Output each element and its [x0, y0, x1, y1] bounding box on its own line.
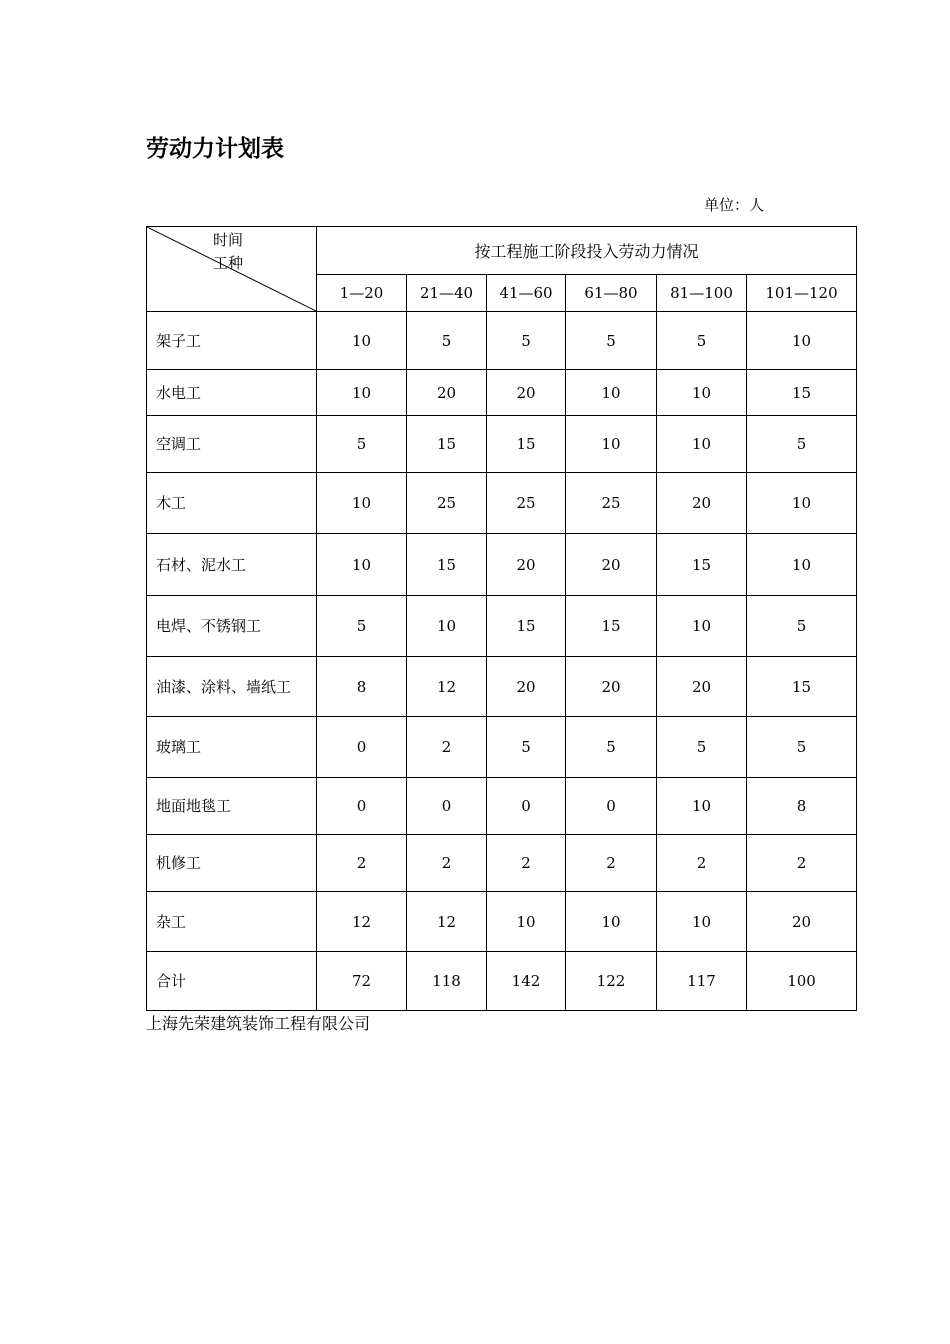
- total-cell: 100: [747, 952, 857, 1011]
- value-cell: 8: [317, 657, 407, 717]
- value-cell: 2: [747, 835, 857, 892]
- value-cell: 20: [566, 657, 657, 717]
- header-row-group: [147, 227, 857, 275]
- value-cell: 10: [747, 473, 857, 534]
- value-cell: 12: [407, 657, 487, 717]
- value-cell: 20: [566, 534, 657, 596]
- value-cell: 12: [317, 892, 407, 952]
- period-header: 21—40: [407, 275, 487, 312]
- period-header: 61—80: [566, 275, 657, 312]
- value-cell: 0: [566, 778, 657, 835]
- value-cell: 5: [657, 717, 747, 778]
- value-cell: 5: [487, 717, 566, 778]
- value-cell: 15: [487, 416, 566, 473]
- value-cell: 10: [657, 416, 747, 473]
- value-cell: 0: [317, 778, 407, 835]
- value-cell: 2: [317, 835, 407, 892]
- table-row: [147, 416, 857, 473]
- value-cell: 5: [317, 596, 407, 657]
- worker-type-cell: 油漆、涂料、墙纸工: [147, 657, 317, 717]
- value-cell: 5: [747, 416, 857, 473]
- value-cell: 5: [657, 312, 747, 370]
- worker-type-cell: 地面地毯工: [147, 778, 317, 835]
- corner-label-worker-type: 工种: [213, 254, 244, 272]
- worker-type-cell: 合计: [147, 952, 317, 1011]
- period-header: 1—20: [317, 275, 407, 312]
- value-cell: 5: [487, 312, 566, 370]
- value-cell: 15: [407, 416, 487, 473]
- worker-type-cell: 机修工: [147, 835, 317, 892]
- value-cell: 25: [566, 473, 657, 534]
- total-cell: 72: [317, 952, 407, 1011]
- table-row: [147, 657, 857, 717]
- worker-type-cell: 杂工: [147, 892, 317, 952]
- value-cell: 25: [407, 473, 487, 534]
- value-cell: 2: [657, 835, 747, 892]
- corner-label-time: 时间: [213, 231, 244, 249]
- period-header: 41—60: [487, 275, 566, 312]
- value-cell: 20: [487, 657, 566, 717]
- table-row: [147, 778, 857, 835]
- value-cell: 25: [487, 473, 566, 534]
- value-cell: 5: [566, 312, 657, 370]
- total-cell: 142: [487, 952, 566, 1011]
- period-header: 81—100: [657, 275, 747, 312]
- company-name: 上海先荣建筑装饰工程有限公司: [146, 1014, 371, 1033]
- value-cell: 15: [747, 657, 857, 717]
- worker-type-cell: 水电工: [147, 370, 317, 416]
- value-cell: 0: [407, 778, 487, 835]
- labor-plan-table: [146, 226, 857, 1011]
- value-cell: 5: [747, 717, 857, 778]
- value-cell: 5: [407, 312, 487, 370]
- group-header: 按工程施工阶段投入劳动力情况: [317, 227, 857, 275]
- value-cell: 10: [657, 778, 747, 835]
- value-cell: 15: [407, 534, 487, 596]
- value-cell: 12: [407, 892, 487, 952]
- table-row: [147, 835, 857, 892]
- value-cell: 8: [747, 778, 857, 835]
- value-cell: 10: [566, 416, 657, 473]
- value-cell: 0: [317, 717, 407, 778]
- table-row: [147, 717, 857, 778]
- value-cell: 10: [317, 370, 407, 416]
- value-cell: 10: [407, 596, 487, 657]
- value-cell: 15: [657, 534, 747, 596]
- worker-type-cell: 木工: [147, 473, 317, 534]
- value-cell: 5: [317, 416, 407, 473]
- value-cell: 10: [566, 892, 657, 952]
- value-cell: 20: [747, 892, 857, 952]
- value-cell: 15: [566, 596, 657, 657]
- table-row: [147, 312, 857, 370]
- value-cell: 10: [747, 312, 857, 370]
- table-row: [147, 596, 857, 657]
- worker-type-cell: 空调工: [147, 416, 317, 473]
- total-row: [147, 952, 857, 1011]
- value-cell: 2: [566, 835, 657, 892]
- value-cell: 5: [747, 596, 857, 657]
- value-cell: 2: [407, 717, 487, 778]
- value-cell: 0: [487, 778, 566, 835]
- page-title: 劳动力计划表: [146, 136, 284, 162]
- value-cell: 10: [317, 534, 407, 596]
- diagonal-header-cell: [147, 227, 317, 312]
- total-cell: 122: [566, 952, 657, 1011]
- value-cell: 20: [657, 473, 747, 534]
- value-cell: 5: [566, 717, 657, 778]
- table-row: [147, 534, 857, 596]
- value-cell: 10: [657, 892, 747, 952]
- total-cell: 117: [657, 952, 747, 1011]
- table-row: [147, 892, 857, 952]
- worker-type-cell: 架子工: [147, 312, 317, 370]
- value-cell: 10: [317, 473, 407, 534]
- table-row: [147, 473, 857, 534]
- value-cell: 15: [487, 596, 566, 657]
- worker-type-cell: 电焊、不锈钢工: [147, 596, 317, 657]
- value-cell: 10: [657, 596, 747, 657]
- period-header: 101—120: [747, 275, 857, 312]
- value-cell: 2: [487, 835, 566, 892]
- value-cell: 20: [657, 657, 747, 717]
- value-cell: 20: [407, 370, 487, 416]
- value-cell: 20: [487, 534, 566, 596]
- value-cell: 10: [657, 370, 747, 416]
- value-cell: 10: [317, 312, 407, 370]
- worker-type-cell: 玻璃工: [147, 717, 317, 778]
- value-cell: 15: [747, 370, 857, 416]
- value-cell: 20: [487, 370, 566, 416]
- value-cell: 10: [487, 892, 566, 952]
- value-cell: 2: [407, 835, 487, 892]
- table-row: [147, 370, 857, 416]
- value-cell: 10: [747, 534, 857, 596]
- total-cell: 118: [407, 952, 487, 1011]
- unit-label: 单位：人: [704, 196, 765, 214]
- worker-type-cell: 石材、泥水工: [147, 534, 317, 596]
- value-cell: 10: [566, 370, 657, 416]
